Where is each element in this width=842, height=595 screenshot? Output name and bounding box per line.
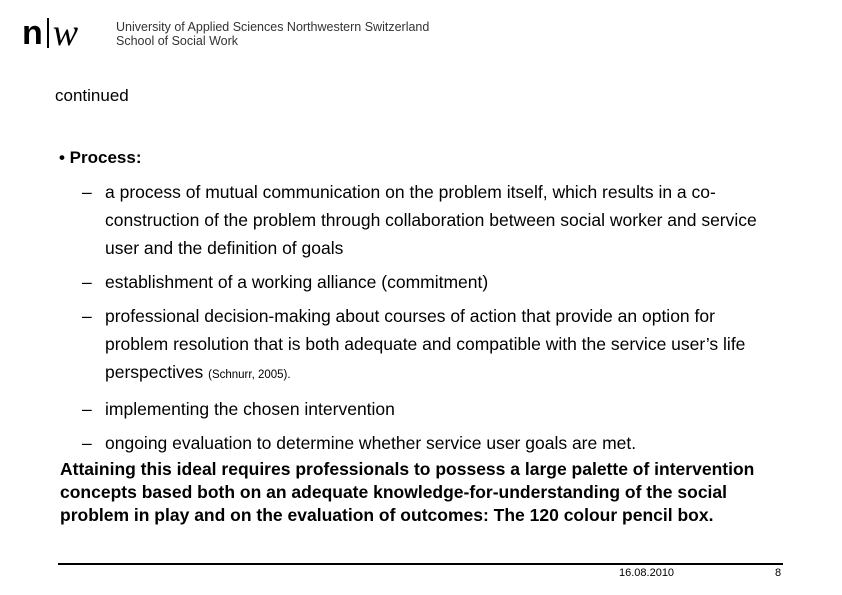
list-item-text: establishment of a working alliance (commitment) bbox=[105, 272, 489, 292]
list-item-text: a process of mutual communication on the problem itself, which results in a co-construction of the problem through collaboration between social worker and service user and the definition of goals bbox=[105, 182, 757, 258]
dash-marker: – bbox=[82, 399, 92, 419]
list-item-text: ongoing evaluation to determine whether service user goals are met. bbox=[105, 433, 637, 453]
dash-marker: – bbox=[82, 433, 92, 453]
list-item bbox=[82, 302, 782, 389]
list-item bbox=[82, 268, 782, 296]
logo-letter-w: w bbox=[52, 12, 79, 54]
slide-subtitle: continued bbox=[55, 86, 129, 105]
logo-letter-n: n bbox=[22, 14, 42, 52]
dash-marker: – bbox=[82, 272, 92, 292]
footer-rule bbox=[58, 563, 783, 565]
citation: (Schnurr, 2005). bbox=[208, 369, 291, 381]
list-item bbox=[82, 178, 782, 262]
logo-divider bbox=[47, 18, 49, 48]
list-item-text: professional decision-making about courses of action that provide an option for problem resolution that is both adequate and compatible with the service user’s life perspectives bbox=[105, 306, 746, 382]
list-item bbox=[82, 429, 782, 457]
list-item-text: implementing the chosen intervention bbox=[105, 399, 395, 419]
institution-line-2: School of Social Work bbox=[116, 34, 239, 48]
conclusion-text: Attaining this ideal requires professionals to possess a large palette of intervention concepts based both on an adequate knowledge-for-understanding of the social problem in play and on the evaluation of outcomes: The 120 colour pencil box. bbox=[60, 459, 755, 525]
page-number: 8 bbox=[775, 567, 782, 579]
fhnw-logo bbox=[22, 12, 79, 54]
footer-date: 16.08.2010 bbox=[619, 567, 675, 579]
institution-name bbox=[116, 20, 429, 48]
process-list bbox=[82, 178, 782, 463]
institution-line-1: University of Applied Sciences Northwestern Switzerland bbox=[116, 20, 430, 34]
process-heading: • Process: bbox=[59, 148, 142, 167]
dash-marker: – bbox=[82, 182, 92, 202]
logo-mark bbox=[22, 12, 79, 54]
list-item bbox=[82, 395, 782, 423]
dash-marker: – bbox=[82, 306, 92, 326]
